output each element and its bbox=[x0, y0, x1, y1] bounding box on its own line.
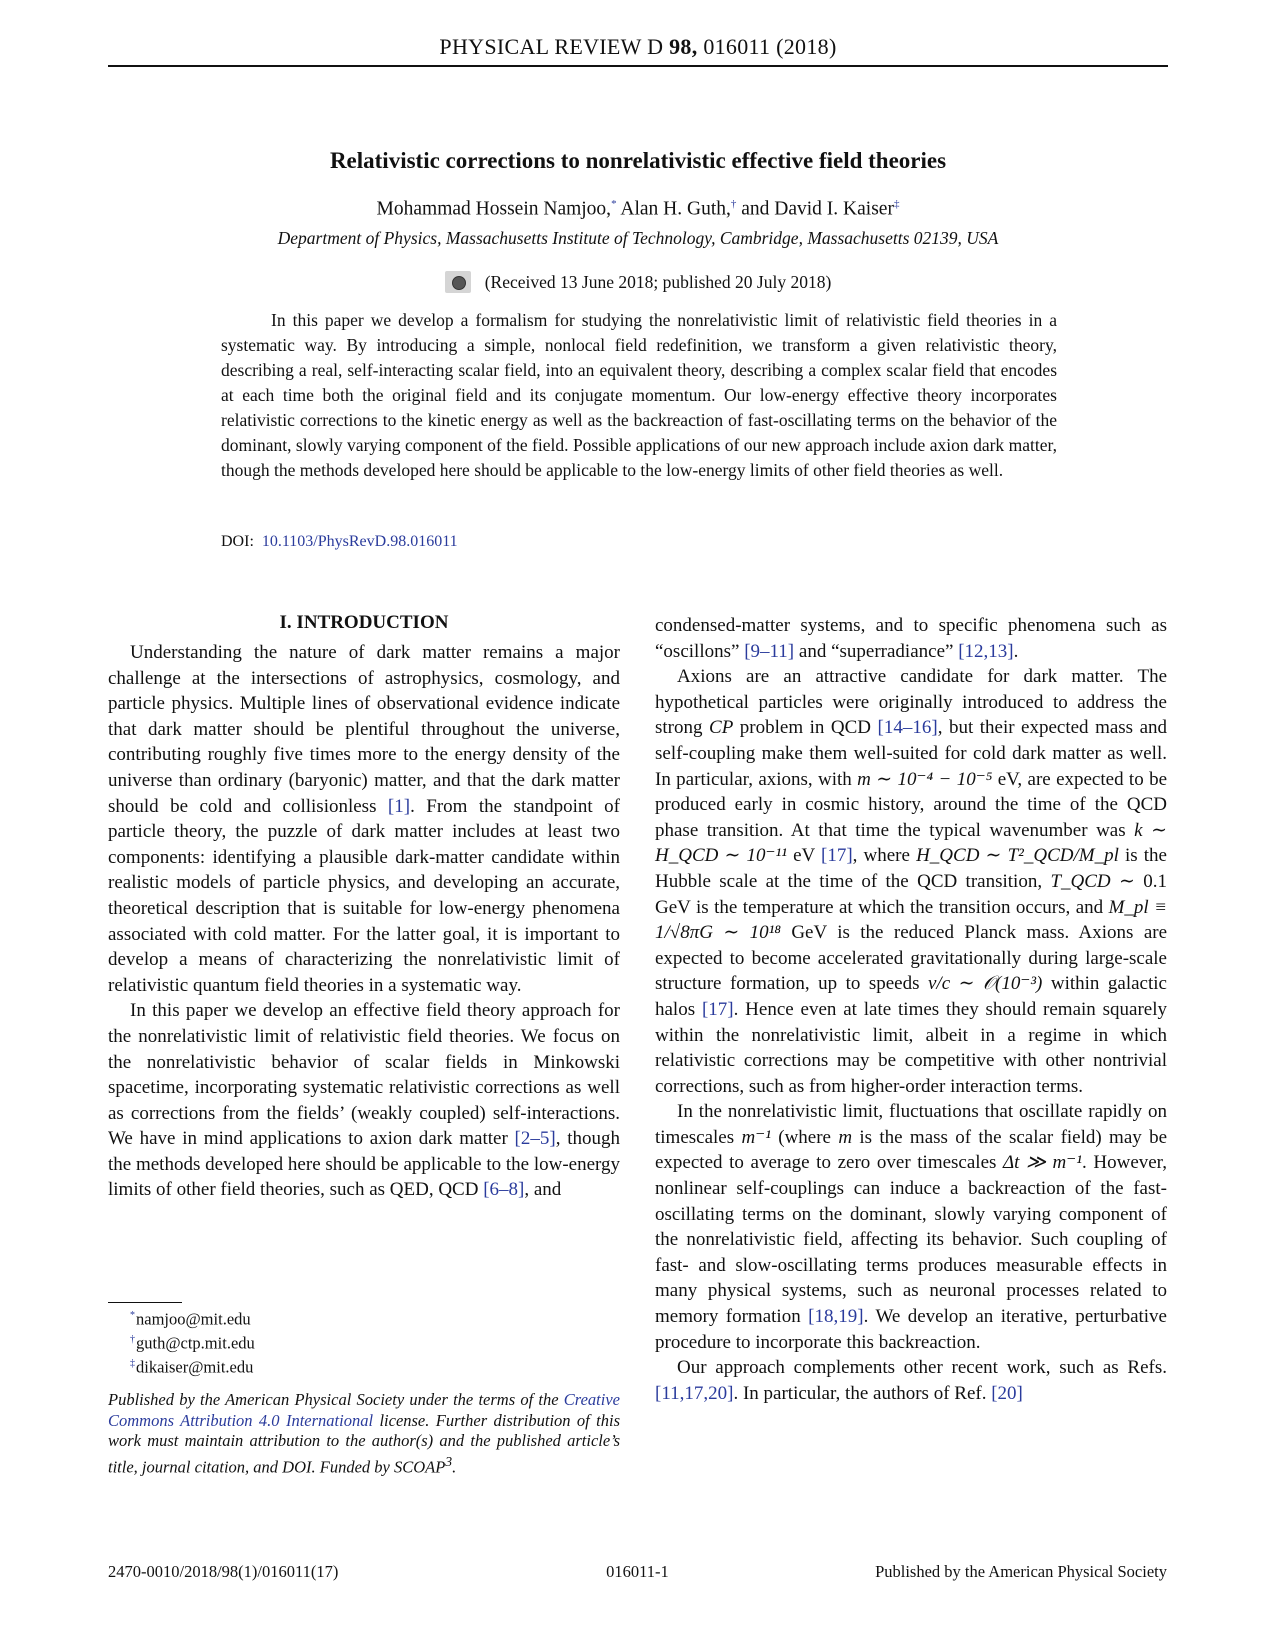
intro-paragraph-3 bbox=[655, 664, 1167, 1099]
doi-link[interactable]: 10.1103/PhysRevD.98.016011 bbox=[261, 533, 458, 550]
text-run: , and bbox=[524, 1179, 562, 1201]
citation-link[interactable]: [1] bbox=[387, 795, 411, 817]
received-dates: (Received 13 June 2018; published 20 July 2018) bbox=[484, 272, 832, 292]
math-planck-mass: M_pl ≡ 1/√8πG ∼ 10¹⁸ bbox=[655, 896, 1167, 944]
citation-link[interactable]: [20] bbox=[991, 1382, 1023, 1404]
author-list bbox=[108, 198, 1168, 221]
citation-link[interactable]: [2–5] bbox=[514, 1128, 556, 1150]
text-run: Axions are an attractive candidate for dark matter. The hypothetical particles were originally introduced to address the strong bbox=[655, 666, 1167, 739]
text-run: within galactic halos bbox=[655, 973, 1167, 1020]
text-run: . From the standpoint of particle theory, the puzzle of dark matter includes at least two components: identifying a plausible dark-matter candidate within realistic models of particle physics, and developing an accurate, theoretical description that is suitable for low-energy phenomena associated with cold matter. For the latter goal, it is important to develop a means of characterizing the nonrelativistic limit of relativistic quantum field theories in a systematic way. bbox=[108, 795, 620, 996]
math-axion-mass: m ∼ 10⁻⁴ − 10⁻⁵ bbox=[857, 768, 993, 790]
text-run: problem in QCD bbox=[733, 717, 878, 739]
affiliation: Department of Physics, Massachusetts Institute of Technology, Cambridge, Massachusetts 02139, USA bbox=[277, 228, 999, 248]
author-namjoo: Mohammad Hossein Namjoo, bbox=[376, 198, 612, 220]
footnote-2 bbox=[130, 1330, 255, 1354]
text-run: is the mass of the scalar field) may be expected to average to zero over timescales bbox=[655, 1126, 1168, 1174]
text-run: (where bbox=[770, 1126, 839, 1148]
header-rule bbox=[108, 65, 1168, 67]
abstract: In this paper we develop a formalism for studying the nonrelativistic limit of relativistic field theories in a systematic way. By introducing a simple, nonlocal field redefinition, we transform a given relativistic theory, describing a real, self-interacting scalar field, into an equivalent theory, describing a complex scalar field that encodes at each time both the original field and its conjugate momentum. Our low-energy effective theory incorporates relativistic corrections to the kinetic energy as well as the backreaction of fast-oscillating terms on the behavior of the dominant, slowly varying component of the field. Possible applications of our new approach include axion dark matter, though the methods developed here should be applicable to the low-energy limits of other field theories as well. bbox=[221, 310, 1057, 480]
footnote-mark: * bbox=[130, 1310, 135, 1321]
journal-name: PHYSICAL REVIEW D bbox=[439, 34, 664, 59]
citation-link[interactable]: [17] bbox=[701, 998, 734, 1020]
text-run: Our approach complements other recent work, such as Refs. bbox=[677, 1357, 1167, 1379]
received-line bbox=[108, 271, 1168, 293]
text-run: . Hence even at late times they should remain squarely within the nonrelativistic limit, albeit in a regime in which relativistic corrections may be competitive with other nontrivial corrections, such as from higher-order interaction terms. bbox=[655, 998, 1167, 1097]
email-link[interactable]: guth@ctp.mit.edu bbox=[136, 1333, 255, 1353]
text-run: is the Hubble scale at the time of the QCD transition, bbox=[655, 845, 1167, 892]
footnote-1 bbox=[130, 1306, 255, 1330]
text-run: , though the methods developed here should be applicable to the low-energy limits of other field theories, such as QED, QCD bbox=[108, 1128, 620, 1201]
intro-paragraph-5 bbox=[655, 1355, 1167, 1406]
intro-paragraph-2 bbox=[108, 998, 620, 1203]
right-column bbox=[655, 613, 1167, 1406]
footer-publisher: Published by the American Physical Society bbox=[875, 1562, 1167, 1581]
citation-link[interactable]: [11,17,20] bbox=[655, 1382, 734, 1404]
intro-paragraph-2-continued bbox=[655, 613, 1167, 664]
citation-link[interactable]: [6–8] bbox=[483, 1179, 525, 1201]
text-run: , but their expected mass and self-coupling make them well-suited for cold dark matter as well. In particular, axions, with bbox=[655, 717, 1168, 790]
math-hubble-scale: H_QCD ∼ T²_QCD/M_pl bbox=[916, 845, 1119, 867]
journal-header bbox=[108, 34, 1168, 60]
text-run: license. Further distribution of this work must maintain attribution to the author(s) and the published article’s title, journal citation, and DOI. Funded by SCOAP bbox=[108, 1410, 620, 1476]
math-temperature: T_QCD ∼ bbox=[1050, 870, 1135, 892]
author-kaiser: and David I. Kaiser bbox=[741, 198, 894, 220]
email-link[interactable]: dikaiser@mit.edu bbox=[136, 1357, 254, 1377]
math-delta-t: Δt ≫ m⁻¹ bbox=[1003, 1152, 1083, 1174]
math-cp: CP bbox=[709, 717, 734, 739]
footer-issn: 2470-0010/2018/98(1)/016011(17) bbox=[108, 1562, 339, 1581]
text-run: 0.1 GeV is the temperature at which the transition occurs, and bbox=[655, 870, 1167, 918]
text-run: eV bbox=[786, 845, 821, 867]
text-run: . In particular, the authors of Ref. bbox=[733, 1382, 992, 1404]
article-id: 016011 (2018) bbox=[703, 34, 837, 59]
crossmark-icon[interactable] bbox=[445, 271, 471, 293]
math-timescale: m⁻¹ bbox=[741, 1126, 771, 1148]
section-heading: I. INTRODUCTION bbox=[279, 612, 449, 633]
text-run: Understanding the nature of dark matter remains a major challenge at the intersections of astrophysics, cosmology, and particle physics. Multiple lines of observational evidence indicate that dark matter should be plentiful throughout the universe, contributing roughly five times more to the energy density of the universe than ordinary (baryonic) matter, and that the dark matter should be cold and collisionless bbox=[108, 642, 620, 817]
text-run: condensed-matter systems, and to specific phenomena such as “oscillons” bbox=[655, 615, 1167, 662]
text-run: . bbox=[1013, 640, 1019, 662]
left-column bbox=[108, 640, 620, 1203]
license-link[interactable]: Creative Commons Attribution 4.0 International bbox=[108, 1390, 620, 1430]
citation-link[interactable]: [17] bbox=[821, 845, 853, 867]
footer-page-number: 016011-1 bbox=[606, 1562, 669, 1581]
math-speed: v/c ∼ 𝒪(10⁻³) bbox=[928, 973, 1043, 995]
text-run: GeV is the reduced Planck mass. Axions are expected to become accelerated gravitationally during large-scale structure formation, up to speeds bbox=[655, 922, 1168, 995]
paper-title: Relativistic corrections to nonrelativistic effective field theories bbox=[329, 148, 947, 173]
text-run: . bbox=[452, 1457, 457, 1476]
intro-paragraph-1 bbox=[108, 640, 620, 998]
journal-volume: 98, bbox=[669, 34, 698, 59]
author-footnote-link-1[interactable]: * bbox=[611, 198, 617, 210]
footnote-rule bbox=[108, 1302, 182, 1303]
text-run: In the nonrelativistic limit, fluctuations that oscillate rapidly on timescales bbox=[655, 1101, 1167, 1148]
citation-link[interactable]: [12,13] bbox=[958, 640, 1014, 662]
citation-link[interactable]: [14–16] bbox=[877, 717, 938, 739]
author-footnote-link-3[interactable]: ‡ bbox=[893, 198, 900, 210]
footnote-mark: ‡ bbox=[130, 1358, 135, 1369]
citation-link[interactable]: [18,19] bbox=[808, 1306, 864, 1328]
footnotes bbox=[130, 1306, 255, 1378]
citation-link[interactable]: [9–11] bbox=[744, 640, 795, 662]
text-run: , where bbox=[852, 845, 917, 867]
text-run: eV, are expected to be produced early in cosmic history, around the time of the QCD phase transition. At that time the typical wavenumber was bbox=[655, 768, 1168, 841]
text-run: and “superradiance” bbox=[794, 640, 959, 662]
doi-line bbox=[221, 533, 458, 551]
intro-paragraph-4 bbox=[655, 1099, 1167, 1355]
text-run: Published by the American Physical Society under the terms of the bbox=[108, 1390, 564, 1409]
scoap-superscript: 3 bbox=[445, 1453, 453, 1469]
text-run: In this paper we develop an effective field theory approach for the nonrelativistic limit of relativistic field theories. We focus on the nonrelativistic behavior of scalar fields in Minkowski spacetime, incorporating systematic relativistic corrections as well as corrections from the fields’ (weakly coupled) self-interactions. We have in mind applications to axion dark matter bbox=[108, 1000, 620, 1150]
math-wavenumber: k ∼ H_QCD ∼ 10⁻¹¹ bbox=[655, 819, 1167, 867]
math-mass: m bbox=[838, 1126, 853, 1148]
text-run: . However, nonlinear self-couplings can induce a backreaction of the fast-oscillating terms on the dominant, slowly varying component of the nonrelativistic field, affecting its behavior. Such coupling of fast- and slow-oscillating terms produces measurable effects in many physical systems, such as neuronal processes related to memory formation bbox=[655, 1152, 1168, 1328]
license-notice bbox=[108, 1390, 620, 1478]
text-run: . We develop an iterative, perturbative procedure to incorporate this backreaction. bbox=[655, 1306, 1167, 1353]
footnote-3 bbox=[130, 1354, 255, 1378]
author-footnote-link-2[interactable]: † bbox=[730, 198, 737, 210]
email-link[interactable]: namjoo@mit.edu bbox=[136, 1309, 251, 1329]
author-guth: Alan H. Guth, bbox=[620, 198, 731, 220]
footnote-mark: † bbox=[130, 1334, 135, 1345]
doi-label: DOI: bbox=[221, 533, 254, 550]
